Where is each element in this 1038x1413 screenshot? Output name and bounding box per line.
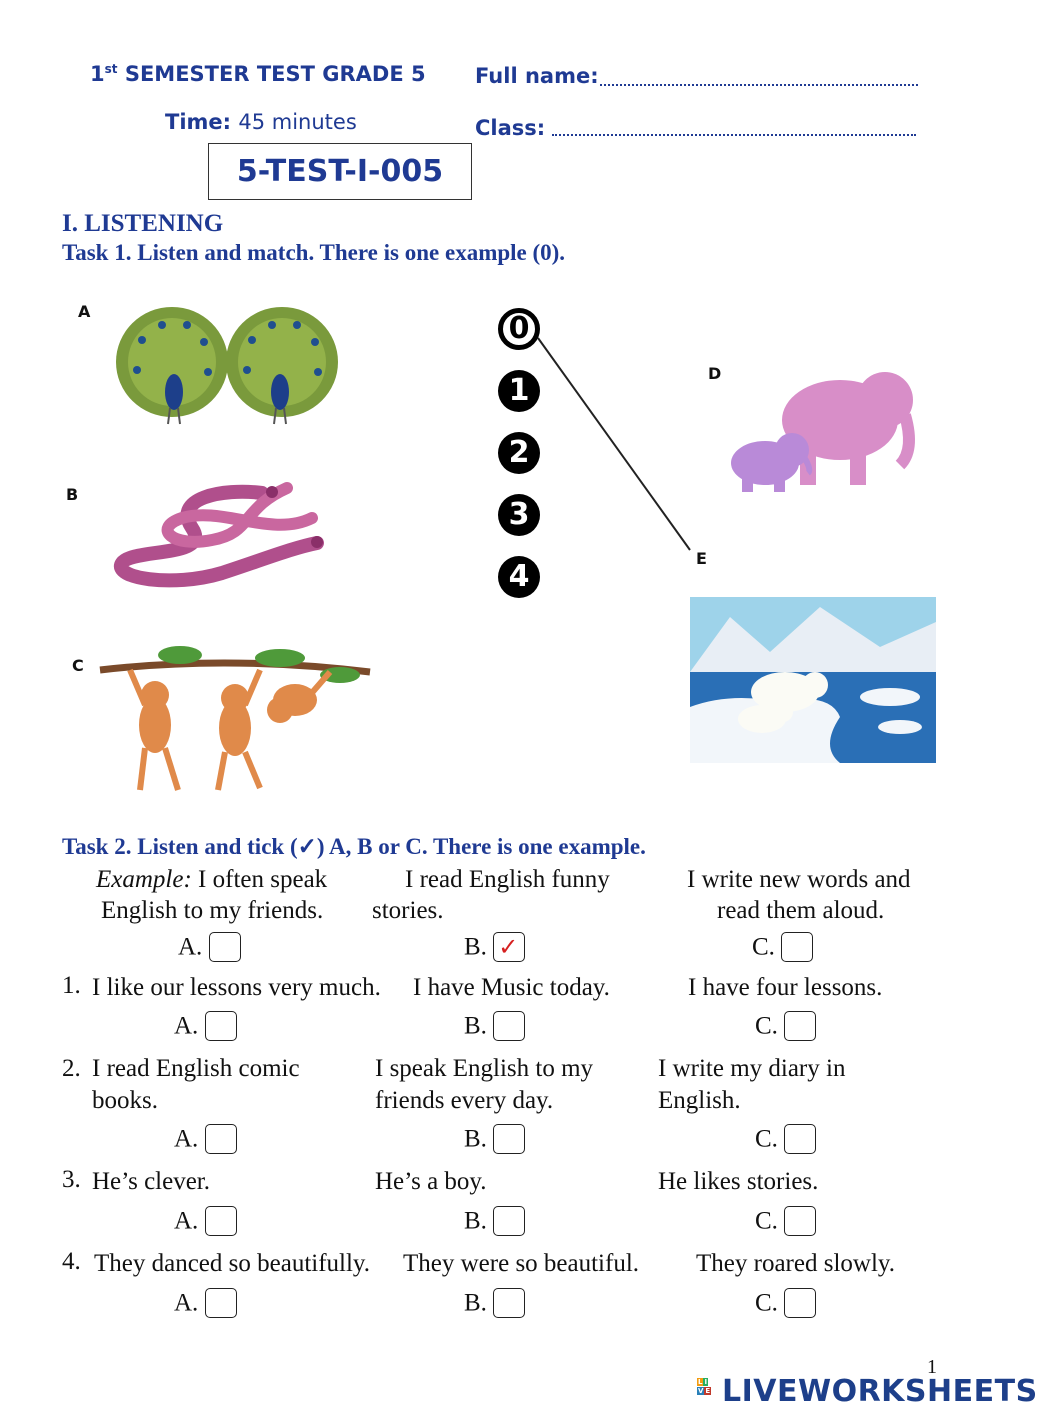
test-code: 5-TEST-I-005 (236, 154, 444, 189)
task1-title: Task 1. Listen and match. There is one example (0). (62, 240, 566, 265)
question-2-option-c-line1: I write my diary in (658, 1055, 846, 1082)
question-2-checkbox-b[interactable]: B. (464, 1124, 525, 1154)
question-3-option-c: He likes stories. (658, 1168, 819, 1195)
question-1-checkbox-a[interactable]: A. (174, 1011, 237, 1041)
fullname-label: Full name: (475, 64, 599, 88)
question-1-option-c: I have four lessons. (688, 974, 883, 1001)
elephants-picture (700, 355, 915, 500)
example-checkbox-c[interactable]: C. (752, 932, 813, 962)
question-3-number: 3. (62, 1166, 81, 1193)
letter-e: E (696, 549, 707, 568)
liveworksheets-logo-icon: L I V E (698, 1378, 711, 1395)
question-3-checkbox-c[interactable]: C. (755, 1206, 816, 1236)
section-title: I. LISTENING (62, 210, 224, 237)
number-0[interactable]: 0 (498, 308, 540, 350)
semester-title: 1st SEMESTER TEST GRADE 5 (90, 62, 426, 86)
question-1-checkbox-b[interactable]: B. (464, 1011, 525, 1041)
question-2-checkbox-c[interactable]: C. (755, 1124, 816, 1154)
question-4-number: 4. (62, 1248, 81, 1275)
question-1-option-a: I like our lessons very much. (92, 974, 381, 1001)
question-2-option-a-line1: I read English comic (92, 1055, 300, 1082)
question-4-checkbox-b[interactable]: B. (464, 1288, 525, 1318)
fullname-field[interactable] (600, 84, 918, 86)
peacocks-picture (112, 300, 344, 430)
monkeys-picture (100, 640, 372, 800)
liveworksheets-logo[interactable]: LIVEWORKSHEETS (722, 1374, 1038, 1409)
question-2-option-a-line2: books. (92, 1087, 158, 1114)
question-3-checkbox-b[interactable]: B. (464, 1206, 525, 1236)
question-2-option-c-line2: English. (658, 1087, 741, 1114)
example-option-a-line2: English to my friends. (101, 897, 324, 924)
question-3-option-b: He’s a boy. (375, 1168, 487, 1195)
example-option-c-line1: I write new words and (687, 866, 911, 893)
letter-c: C (72, 656, 84, 675)
question-1-number: 1. (62, 972, 81, 999)
question-2-option-b-line2: friends every day. (375, 1087, 554, 1114)
question-4-option-a: They danced so beautifully. (94, 1250, 371, 1277)
letter-a: A (78, 302, 91, 321)
question-4-option-c: They roared slowly. (696, 1250, 896, 1277)
question-2-option-b-line1: I speak English to my (375, 1055, 594, 1082)
polar-bears-picture (690, 597, 936, 763)
question-4-checkbox-c[interactable]: C. (755, 1288, 816, 1318)
example-option-a-line1: Example: I often speak (96, 866, 328, 893)
test-code-box (208, 143, 472, 200)
page-number: 1 (927, 1356, 937, 1378)
question-4-option-b: They were so beautiful. (403, 1250, 640, 1277)
snakes-picture (112, 478, 327, 598)
class-field[interactable] (552, 134, 916, 136)
example-checkbox-a[interactable]: A. (178, 932, 241, 962)
letter-b: B (66, 485, 79, 504)
task2-title: Task 2. Listen and tick (✓) A, B or C. There is one example. (62, 834, 646, 859)
time-row: Time: 45 minutes (165, 110, 357, 134)
question-2-number: 2. (62, 1055, 81, 1082)
question-3-checkbox-a[interactable]: A. (174, 1206, 237, 1236)
example-option-c-line2: read them aloud. (717, 897, 885, 924)
question-2-checkbox-a[interactable]: A. (174, 1124, 237, 1154)
number-4[interactable]: 4 (498, 556, 540, 598)
question-1-checkbox-c[interactable]: C. (755, 1011, 816, 1041)
question-4-checkbox-a[interactable]: A. (174, 1288, 237, 1318)
tick-icon: ✓ (498, 933, 519, 962)
example-option-b-line2: stories. (372, 897, 444, 924)
question-3-option-a: He’s clever. (92, 1168, 211, 1195)
number-3[interactable]: 3 (498, 494, 540, 536)
letter-d: D (708, 364, 722, 383)
example-checkbox-b[interactable]: B. ✓ (464, 932, 525, 962)
number-2[interactable]: 2 (498, 432, 540, 474)
class-label: Class: (475, 116, 546, 140)
example-match-line (530, 330, 700, 560)
question-1-option-b: I have Music today. (413, 974, 610, 1001)
number-1[interactable]: 1 (498, 370, 540, 412)
example-option-b-line1: I read English funny (405, 866, 610, 893)
